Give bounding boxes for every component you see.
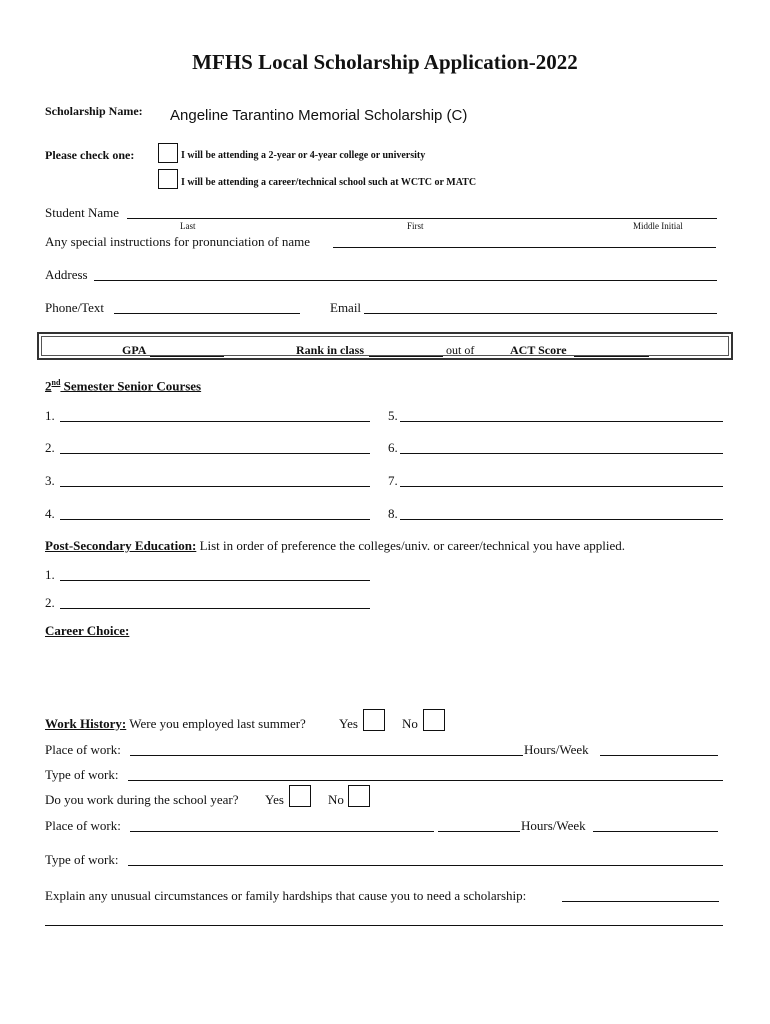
university-checkbox[interactable] [158,143,178,163]
act-score-field[interactable] [574,356,649,357]
summer-employment-question: Were you employed last summer? [126,716,306,731]
college-2-number: 2. [45,595,55,610]
school-year-no-checkbox[interactable] [348,785,370,807]
email-field[interactable] [364,313,717,314]
place-of-work-field[interactable] [130,755,523,756]
phone-field[interactable] [114,313,300,314]
address-label: Address [45,267,88,282]
scholarship-name-field[interactable]: Angeline Tarantino Memorial Scholarship (C) [170,107,468,124]
course-8-number: 8. [388,506,398,521]
post-secondary-section [45,538,625,554]
hours-per-week-2-field[interactable] [593,831,718,832]
hours-per-week-label: Hours/Week [524,742,589,757]
type-of-work-2-field[interactable] [128,865,723,866]
post-secondary-instructions: List in order of preference the colleges/univ. or career/technical you have applied. [196,538,625,553]
course-6-field[interactable] [400,453,723,454]
place-of-work-2-field[interactable] [130,831,434,832]
school-year-work-question: Do you work during the school year? [45,792,239,807]
rank-field[interactable] [369,356,443,357]
course-3-field[interactable] [60,486,370,487]
course-1-number: 1. [45,408,55,423]
college-1-field[interactable] [60,580,370,581]
summer-no-label: No [402,716,418,731]
type-of-work-2-label: Type of work: [45,852,119,867]
post-secondary-heading: Post-Secondary Education: [45,538,197,553]
scholarship-name-label: Scholarship Name: [45,104,143,118]
email-label: Email [330,300,362,315]
college-2-field[interactable] [60,608,370,609]
hours-per-week-field[interactable] [600,755,718,756]
course-4-field[interactable] [60,519,370,520]
last-name-sublabel: Last [180,221,196,231]
summer-yes-checkbox[interactable] [363,709,385,731]
school-year-yes-label: Yes [265,792,284,807]
course-7-number: 7. [388,473,398,488]
hardship-field-line-2[interactable] [45,925,723,926]
hardship-field-line-1[interactable] [562,901,719,902]
hours-per-week-2-label: Hours/Week [521,818,586,833]
course-1-field[interactable] [60,421,370,422]
check-one-label: Please check one: [45,148,135,162]
type-of-work-label: Type of work: [45,767,119,782]
course-6-number: 6. [388,440,398,455]
pronunciation-field[interactable] [333,247,716,248]
gpa-label: GPA [122,343,147,357]
out-of-label: out of [446,343,475,357]
course-2-field[interactable] [60,453,370,454]
course-3-number: 3. [45,473,55,488]
first-name-sublabel: First [407,221,424,231]
middle-initial-sublabel: Middle Initial [633,221,683,231]
school-year-no-label: No [328,792,344,807]
place-of-work-2-label: Place of work: [45,818,121,833]
course-7-field[interactable] [400,486,723,487]
pronunciation-label: Any special instructions for pronunciation of name [45,234,310,249]
summer-no-checkbox[interactable] [423,709,445,731]
course-5-number: 5. [388,408,398,423]
phone-label: Phone/Text [45,300,105,315]
college-1-number: 1. [45,567,55,582]
place-of-work-label: Place of work: [45,742,121,757]
course-2-number: 2. [45,440,55,455]
type-of-work-field[interactable] [128,780,723,781]
technical-school-option-label: I will be attending a career/technical school such at WCTC or MATC [181,177,477,188]
hardship-question: Explain any unusual circumstances or family hardships that cause you to need a scholarship: [45,888,527,903]
act-score-label: ACT Score [510,343,567,357]
work-history-heading: Work History: [45,716,127,731]
technical-school-checkbox[interactable] [158,169,178,189]
address-field[interactable] [94,280,717,281]
university-option-label: I will be attending a 2-year or 4-year college or university [181,150,426,161]
courses-heading: 2nd Semester Senior Courses [45,378,202,394]
course-4-number: 4. [45,506,55,521]
school-year-yes-checkbox[interactable] [289,785,311,807]
work-history-section [45,716,306,732]
career-choice-heading: Career Choice: [45,623,130,638]
student-name-label: Student Name [45,205,120,220]
rank-label: Rank in class [296,343,365,357]
place-of-work-2-extra-field[interactable] [438,831,520,832]
student-name-field[interactable] [127,218,717,219]
gpa-field[interactable] [150,356,224,357]
summer-yes-label: Yes [339,716,358,731]
page-title: MFHS Local Scholarship Application-2022 [192,50,578,74]
course-8-field[interactable] [400,519,723,520]
course-5-field[interactable] [400,421,723,422]
